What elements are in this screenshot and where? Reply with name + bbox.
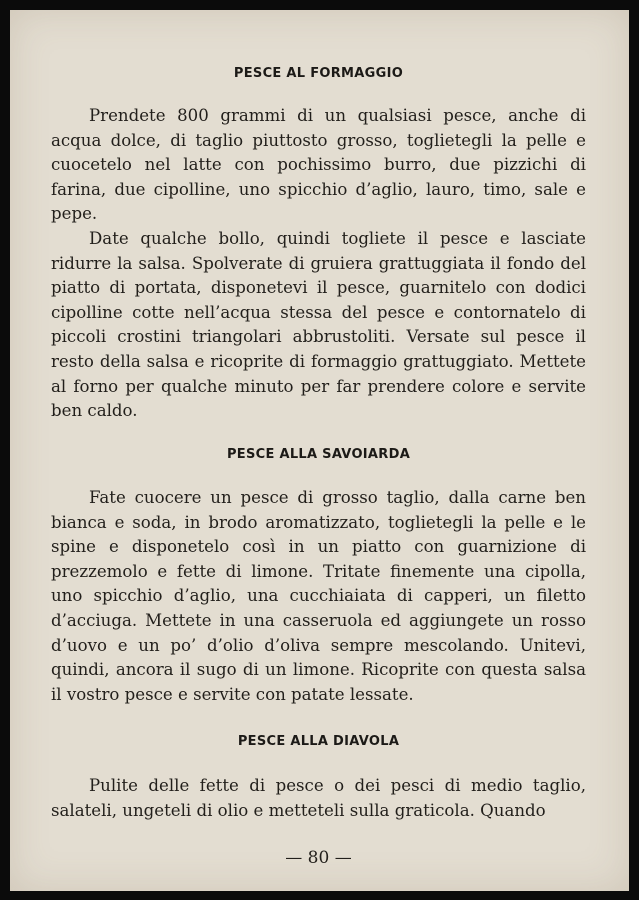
page-number: — 80 —: [285, 848, 352, 868]
recipe-title-pesce-alla-savoiarda: PESCE ALLA SAVOIARDA: [226, 447, 411, 462]
recipe-paragraph: Fate cuocere un pesce di grosso taglio, dalla carne ben bianca e soda, in brodo aromatizzato, toglietegli la pelle e le spine e disponetelo così in un piatto con guarnizione di prezzemolo e fette di limone. Tritate finemente una cipolla, uno spicchio d’aglio, una cucchiaiata di capperi, un filetto d’acciuga. Mettete in una casseruola ed aggiungete un rosso d’uovo e un po’ d’olio d’oliva sempre mescolando. Unitevi, quindi, ancora il sugo di un limone. Ricoprite con questa salsa il vostro pesce e servite con patate lessate.: [51, 488, 586, 704]
book-page: [10, 10, 629, 891]
recipe-title-pesce-al-formaggio: PESCE AL FORMAGGIO: [233, 66, 404, 81]
recipe-paragraph: Date qualche bollo, quindi togliete il pesce e lasciate ridurre la salsa. Spolverate di gruiera grattuggiata il fondo del piatto di portata, disponetevi il pesce, guarnitelo con dodici cipolline cotte nell’acqua stessa del pesce e contornatelo di piccoli crostini triangolari abbrustoliti. Versate sul pesce il resto della salsa e ricoprite di formaggio grattuggiato. Mettete al forno per qualche minuto per far prendere colore e servite ben caldo.: [51, 229, 586, 421]
recipe-title-pesce-alla-diavola: PESCE ALLA DIAVOLA: [237, 734, 400, 749]
recipe-paragraph: Prendete 800 grammi di un qualsiasi pesce, anche di acqua dolce, di taglio piuttosto grosso, toglietegli la pelle e cuocetelo nel latte con pochissimo burro, due pizzichi di farina, due cipolline, uno spicchio d’aglio, lauro, timo, sale e pepe.: [51, 106, 586, 224]
recipe-paragraph: Pulite delle fette di pesce o dei pesci di medio taglio, salateli, ungeteli di olio e metteteli sulla graticola. Quando: [51, 776, 586, 820]
